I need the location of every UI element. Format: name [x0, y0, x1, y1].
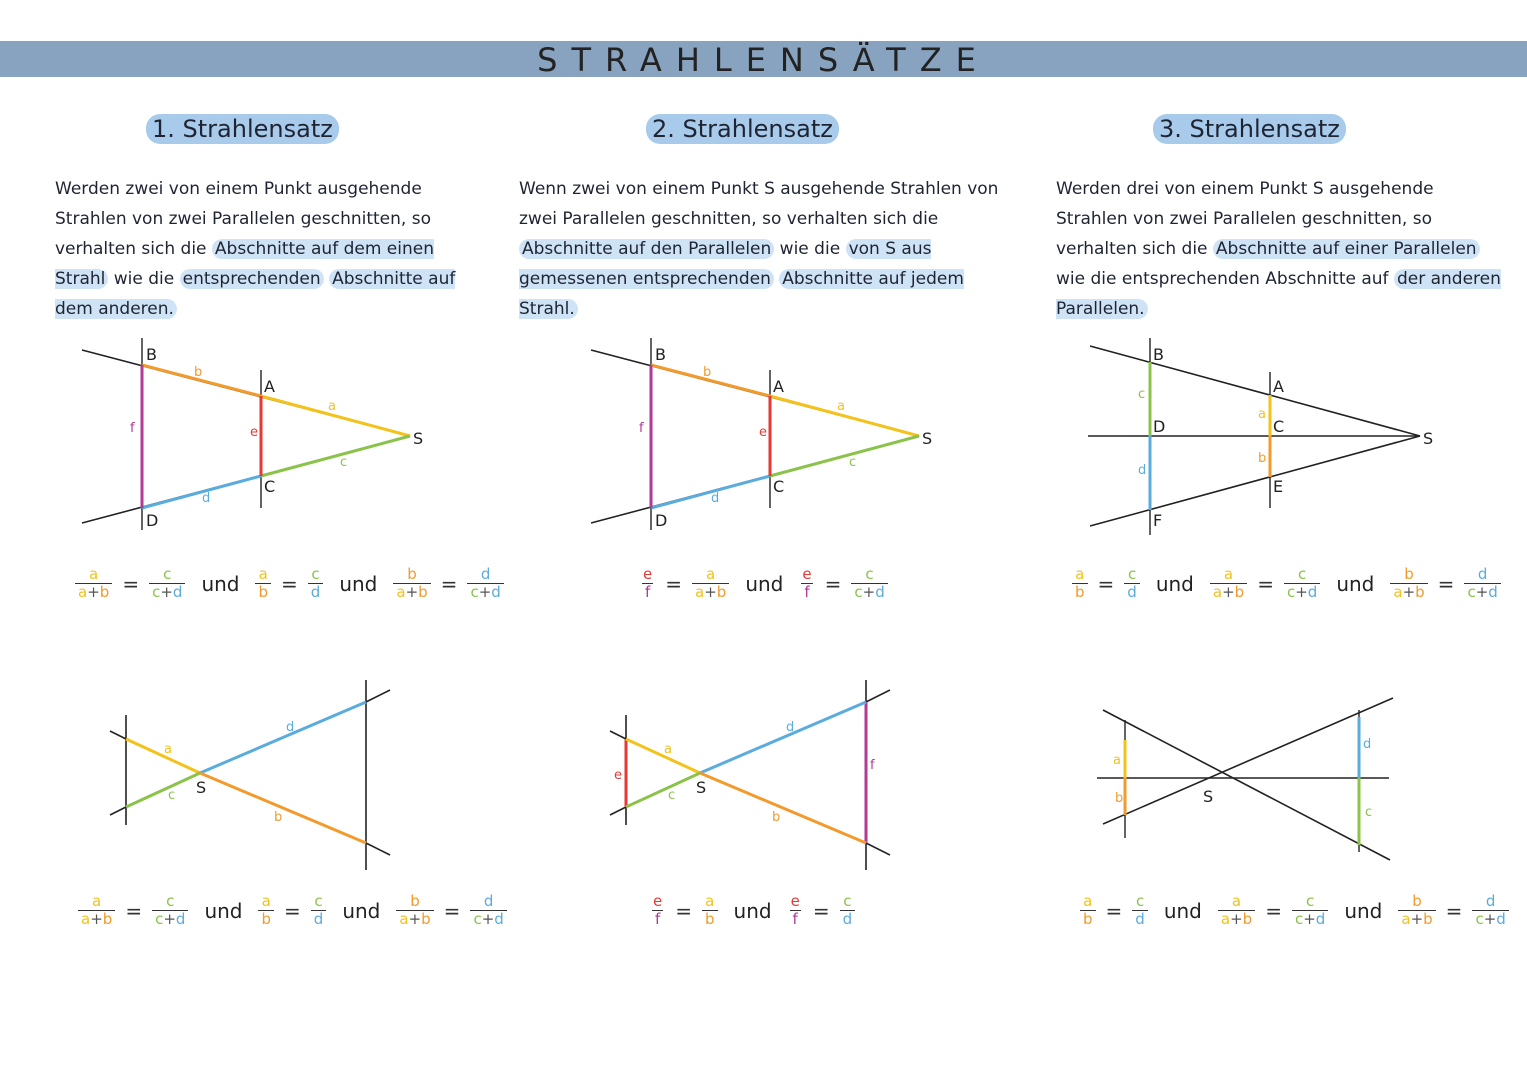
- label-S: S: [413, 429, 424, 448]
- highlight: der anderen Parallelen.: [1056, 269, 1501, 319]
- formula-row-3-upper: [1072, 566, 1501, 601]
- label-d: d: [1138, 463, 1147, 478]
- fraction: [255, 566, 271, 601]
- fraction: [149, 566, 185, 601]
- den-c: c: [1467, 583, 1476, 601]
- formula-row-3-lower: [1080, 893, 1509, 928]
- label-d: d: [1363, 737, 1372, 752]
- plus: +: [862, 583, 876, 601]
- fraction: [75, 566, 112, 601]
- ray-lower: [1090, 436, 1420, 526]
- ray-end: [366, 843, 390, 855]
- plus: +: [1410, 910, 1424, 928]
- fraction: [692, 566, 729, 601]
- label-E: E: [1273, 477, 1284, 496]
- equals: =: [122, 571, 140, 596]
- fraction: [1072, 566, 1088, 601]
- ray-end: [866, 843, 890, 855]
- highlight: Abschnitte auf jedem Strahl.: [519, 269, 964, 319]
- equals: =: [1265, 898, 1282, 923]
- fraction: [1398, 893, 1435, 928]
- label-a: a: [1113, 753, 1121, 768]
- plus: +: [704, 583, 717, 601]
- den: d: [840, 910, 856, 928]
- text-part: Werden zwei von einem Punkt ausgehende Strahlen von zwei Parallelen geschnitten, so verhalten sich die: [55, 179, 431, 259]
- plus: +: [1295, 583, 1308, 601]
- num: d: [1477, 565, 1488, 583]
- den-b: b: [102, 910, 113, 928]
- fraction: [467, 566, 503, 601]
- theorem-2-text: [519, 174, 1009, 324]
- plus: +: [87, 583, 100, 601]
- num: a: [258, 565, 268, 583]
- label-C: C: [264, 477, 276, 496]
- heading-2-strahlensatz: 2. Strahlensatz: [646, 114, 839, 144]
- theorem-1-text: [55, 174, 475, 324]
- den-a: a: [399, 910, 409, 928]
- plus: +: [1303, 910, 1316, 928]
- den-d: d: [875, 583, 885, 601]
- fraction: [1210, 566, 1247, 601]
- den-a: a: [396, 583, 406, 601]
- label-A: A: [264, 377, 275, 396]
- num: a: [92, 892, 102, 910]
- label-f: f: [639, 421, 644, 436]
- label-b: b: [703, 365, 712, 380]
- fraction: [851, 566, 887, 601]
- plus: +: [1230, 910, 1243, 928]
- segment-c: [126, 773, 200, 807]
- num: a: [261, 892, 271, 910]
- den: d: [311, 910, 327, 928]
- und-word: und: [342, 898, 381, 923]
- den-a: a: [1393, 583, 1403, 601]
- num: c: [163, 565, 172, 583]
- label-C: C: [773, 477, 785, 496]
- num: c: [311, 565, 320, 583]
- den: f: [801, 583, 812, 601]
- und-word: und: [1155, 571, 1194, 596]
- num: c: [1135, 892, 1145, 910]
- fraction: [702, 893, 718, 928]
- ray-2: [1103, 698, 1393, 824]
- label-b: b: [1258, 451, 1267, 466]
- label-d: d: [786, 720, 795, 735]
- label-B: B: [655, 345, 666, 364]
- segment-a: [126, 739, 200, 773]
- label-b: b: [772, 810, 781, 825]
- fraction: [1080, 893, 1096, 928]
- und-word: und: [204, 898, 243, 923]
- den: d: [1132, 910, 1148, 928]
- den-b: b: [1423, 910, 1433, 928]
- num: c: [1298, 565, 1307, 583]
- label-d: d: [202, 491, 211, 506]
- label-a: a: [328, 399, 336, 414]
- num: b: [1412, 892, 1422, 910]
- diagram-1-lower: [100, 675, 400, 875]
- den: d: [308, 583, 324, 601]
- label-c: c: [668, 788, 676, 803]
- ray-end: [110, 807, 126, 815]
- num: b: [407, 565, 417, 583]
- plus: +: [1402, 583, 1416, 601]
- ray-1: [1103, 710, 1390, 860]
- label-D: D: [146, 511, 159, 530]
- segment-d: [200, 702, 366, 773]
- plus: +: [160, 583, 173, 601]
- den: b: [1072, 583, 1088, 601]
- diagram-1-upper: [70, 330, 440, 540]
- den-a: a: [1401, 910, 1411, 928]
- equals: =: [824, 571, 842, 596]
- plus: +: [90, 910, 103, 928]
- fraction: [640, 566, 655, 601]
- ray-end: [610, 731, 626, 739]
- fraction: [396, 893, 433, 928]
- fraction: [308, 566, 324, 601]
- den: f: [642, 583, 653, 601]
- label-e: e: [250, 425, 258, 440]
- den: f: [790, 910, 801, 928]
- den-c: c: [473, 910, 482, 928]
- label-e: e: [614, 768, 622, 783]
- ray-end: [866, 690, 890, 702]
- page-title: STRAHLENSÄTZE: [537, 41, 990, 79]
- den-d: d: [175, 910, 186, 928]
- formula-row-1-lower: [78, 893, 507, 928]
- label-a: a: [1258, 407, 1266, 422]
- num: a: [1075, 565, 1085, 583]
- equals: =: [812, 898, 830, 923]
- theorem-3-text: [1056, 174, 1506, 324]
- plus: +: [481, 910, 495, 928]
- num: b: [410, 892, 420, 910]
- segment-b: [200, 773, 366, 843]
- den: b: [1080, 910, 1096, 928]
- den-a: a: [695, 583, 705, 601]
- num: c: [1127, 565, 1137, 583]
- den-b: b: [1242, 910, 1253, 928]
- diagram-2-lower: [600, 675, 900, 875]
- text-part: wie die: [108, 269, 180, 289]
- num: a: [705, 892, 715, 910]
- num: a: [706, 565, 716, 583]
- label-S: S: [922, 429, 933, 448]
- label-b: b: [274, 810, 283, 825]
- label-c: c: [849, 455, 857, 470]
- equals: =: [1437, 571, 1455, 596]
- label-B: B: [1153, 345, 1164, 364]
- und-word: und: [339, 571, 378, 596]
- label-S: S: [196, 778, 207, 797]
- equals: =: [440, 571, 458, 596]
- highlight: Abschnitte auf einer Parallelen: [1213, 239, 1480, 259]
- und-word: und: [1163, 898, 1202, 923]
- fraction: [1472, 893, 1508, 928]
- den-c: c: [155, 910, 164, 928]
- num: a: [1231, 892, 1242, 910]
- equals: =: [1097, 571, 1115, 596]
- plus: +: [478, 583, 492, 601]
- label-C: C: [1273, 417, 1285, 436]
- num: e: [802, 565, 812, 583]
- highlight: Abschnitte auf dem einen Strahl: [55, 239, 434, 289]
- den-a: a: [1212, 583, 1223, 601]
- fraction: [799, 566, 814, 601]
- text-part: wie die entsprechenden Abschnitte auf: [1056, 269, 1394, 289]
- label-a: a: [164, 742, 172, 757]
- plus: +: [405, 583, 419, 601]
- ray-end: [110, 731, 126, 739]
- equals: =: [281, 571, 298, 596]
- num: c: [865, 565, 874, 583]
- num: c: [166, 892, 175, 910]
- den-d: d: [1307, 583, 1318, 601]
- label-f: f: [130, 421, 135, 436]
- diagram-2-upper: [579, 330, 949, 540]
- equals: =: [1105, 898, 1123, 923]
- num: d: [483, 892, 494, 910]
- num: e: [643, 565, 653, 583]
- diagram-3-upper: [1080, 330, 1440, 540]
- den-c: c: [854, 583, 863, 601]
- den-a: a: [1220, 910, 1231, 928]
- fraction: [1284, 566, 1320, 601]
- heading-1-strahlensatz: 1. Strahlensatz: [146, 114, 339, 144]
- fraction: [152, 893, 188, 928]
- plus: +: [1483, 910, 1497, 928]
- label-b: b: [1115, 791, 1124, 806]
- segment-c: [770, 436, 919, 476]
- label-S: S: [1423, 429, 1434, 448]
- equals: =: [443, 898, 461, 923]
- equals: =: [284, 898, 301, 923]
- und-word: und: [733, 898, 772, 923]
- den-c: c: [1475, 910, 1484, 928]
- label-d: d: [286, 720, 295, 735]
- label-B: B: [146, 345, 157, 364]
- den-a: a: [81, 910, 91, 928]
- segment-c: [626, 773, 700, 807]
- num: e: [790, 892, 800, 910]
- fraction: [1218, 893, 1255, 928]
- text-part: wie die: [774, 239, 846, 259]
- label-c: c: [340, 455, 348, 470]
- den: d: [1124, 583, 1140, 601]
- den-c: c: [1294, 910, 1304, 928]
- num: c: [1306, 892, 1315, 910]
- formula-row-2-lower: [650, 893, 855, 928]
- plus: +: [163, 910, 176, 928]
- num: d: [480, 565, 491, 583]
- label-c: c: [1138, 387, 1146, 402]
- fraction: [840, 893, 856, 928]
- equals: =: [665, 571, 682, 596]
- label-F: F: [1153, 511, 1163, 530]
- segment-c: [261, 436, 410, 476]
- den: b: [702, 910, 718, 928]
- equals: =: [1257, 571, 1274, 596]
- fraction: [1132, 893, 1148, 928]
- den-b: b: [716, 583, 727, 601]
- fraction: [470, 893, 506, 928]
- heading-3-strahlensatz: 3. Strahlensatz: [1153, 114, 1346, 144]
- und-word: und: [1344, 898, 1383, 923]
- segment-a: [626, 739, 700, 773]
- highlight: entsprechenden: [180, 269, 324, 289]
- label-D: D: [655, 511, 668, 530]
- text-part: Werden drei von einem Punkt S ausgehende Strahlen von zwei Parallelen geschnitten, so verhalten sich die: [1056, 179, 1434, 259]
- label-A: A: [1273, 377, 1284, 396]
- plus: +: [1222, 583, 1235, 601]
- label-a: a: [837, 399, 845, 414]
- den-b: b: [1234, 583, 1245, 601]
- fraction: [650, 893, 665, 928]
- ray-end: [366, 690, 390, 702]
- den-d: d: [491, 583, 501, 601]
- num: c: [314, 892, 323, 910]
- fraction: [258, 893, 274, 928]
- ray-end: [610, 807, 626, 815]
- equals: =: [675, 898, 692, 923]
- fraction: [78, 893, 115, 928]
- den-b: b: [1415, 583, 1425, 601]
- und-word: und: [1336, 571, 1375, 596]
- label-c: c: [168, 788, 176, 803]
- text-part: Wenn zwei von einem Punkt S ausgehende Strahlen von zwei Parallelen geschnitten, so verhalten sich die: [519, 179, 999, 229]
- den-b: b: [418, 583, 428, 601]
- und-word: und: [201, 571, 240, 596]
- plus: +: [408, 910, 422, 928]
- fraction: [1292, 893, 1328, 928]
- num: b: [1404, 565, 1414, 583]
- den: b: [255, 583, 271, 601]
- fraction: [311, 893, 327, 928]
- den-c: c: [152, 583, 161, 601]
- fraction: [788, 893, 803, 928]
- den-b: b: [99, 583, 110, 601]
- fraction: [1464, 566, 1500, 601]
- label-f: f: [870, 758, 875, 773]
- num: a: [1083, 892, 1093, 910]
- num: d: [1485, 892, 1496, 910]
- segment-b: [700, 773, 866, 843]
- equals: =: [1445, 898, 1463, 923]
- den-d: d: [1496, 910, 1506, 928]
- formula-row-1-upper: [75, 566, 504, 601]
- num: a: [89, 565, 99, 583]
- equals: =: [125, 898, 143, 923]
- segment-d: [700, 702, 866, 773]
- fraction: [1124, 566, 1140, 601]
- label-d: d: [711, 491, 720, 506]
- label-e: e: [759, 425, 767, 440]
- den-c: c: [1286, 583, 1296, 601]
- highlight: von S aus gemessenen entsprechenden: [519, 239, 932, 289]
- den: b: [258, 910, 274, 928]
- label-D: D: [1153, 417, 1166, 436]
- fraction: [393, 566, 430, 601]
- den-c: c: [470, 583, 479, 601]
- label-a: a: [664, 742, 672, 757]
- highlight: Abschnitte auf den Parallelen: [519, 239, 774, 259]
- den-d: d: [172, 583, 183, 601]
- num: e: [653, 892, 663, 910]
- den-d: d: [1488, 583, 1498, 601]
- den-a: a: [78, 583, 88, 601]
- highlight: Abschnitte auf dem anderen.: [55, 269, 456, 319]
- fraction: [1390, 566, 1427, 601]
- diagram-3-lower: [1095, 690, 1405, 870]
- num: a: [1223, 565, 1234, 583]
- label-c: c: [1365, 805, 1373, 820]
- label-A: A: [773, 377, 784, 396]
- label-S: S: [696, 778, 707, 797]
- den-d: d: [1315, 910, 1326, 928]
- num: c: [843, 892, 852, 910]
- label-S: S: [1203, 787, 1214, 806]
- plus: +: [1475, 583, 1489, 601]
- und-word: und: [745, 571, 784, 596]
- formula-row-2-upper: [640, 566, 888, 601]
- den: f: [652, 910, 663, 928]
- label-b: b: [194, 365, 203, 380]
- den-b: b: [421, 910, 431, 928]
- den-d: d: [494, 910, 504, 928]
